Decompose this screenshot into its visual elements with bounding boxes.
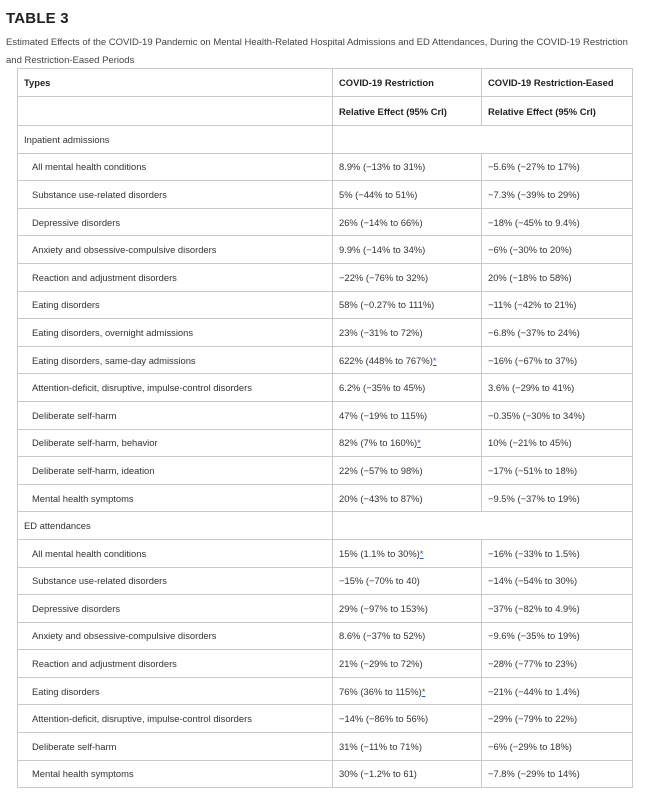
table-row — [18, 346, 633, 374]
eased-effect-value: −11% (−42% to 21%) — [488, 299, 577, 311]
subheader-row — [18, 97, 633, 126]
restriction-effect-value: 22% (−57% to 98%) — [339, 464, 423, 476]
eased-effect-cell — [482, 595, 633, 623]
table-row — [18, 595, 633, 623]
eased-effect-cell — [482, 346, 633, 374]
restriction-effect-value: 82% (7% to 160%) — [339, 437, 418, 449]
table-row — [18, 457, 633, 485]
restriction-effect-value: 26% (−14% to 66%) — [339, 216, 423, 228]
eased-effect-cell — [482, 760, 633, 788]
restriction-effect-cell — [333, 401, 482, 429]
eased-effect-value: −18% (−45% to 9.4%) — [488, 216, 580, 228]
eased-effect-value: −21% (−44% to 1.4%) — [488, 685, 580, 697]
restriction-effect-cell — [333, 374, 482, 402]
eased-effect-cell — [482, 677, 633, 705]
restriction-effect-value: 23% (−31% to 72%) — [339, 326, 423, 338]
eased-effect-value: −9.5% (−37% to 19%) — [488, 492, 580, 504]
type-cell: Substance use-related disorders — [18, 181, 333, 209]
footnote-link[interactable]: * — [417, 437, 421, 449]
table-row — [18, 236, 633, 264]
eased-effect-cell — [482, 457, 633, 485]
restriction-effect-value: 76% (36% to 115%) — [339, 685, 422, 697]
restriction-effect-value: 9.9% (−14% to 34%) — [339, 244, 426, 256]
restriction-effect-value: 5% (−44% to 51%) — [339, 188, 418, 200]
eased-effect-cell — [482, 181, 633, 209]
results-table — [17, 68, 633, 788]
type-cell: Eating disorders — [18, 291, 333, 319]
table-row — [18, 622, 633, 650]
restriction-effect-value: −14% (−86% to 56%) — [339, 713, 429, 725]
eased-effect-cell — [482, 374, 633, 402]
type-cell: Attention-deficit, disruptive, impulse-control disorders — [18, 374, 333, 402]
eased-effect-cell — [482, 539, 633, 567]
restriction-effect-value: 58% (−0.27% to 111%) — [339, 299, 435, 311]
header-row — [18, 69, 633, 97]
restriction-effect-value: 20% (−43% to 87%) — [339, 492, 423, 504]
eased-effect-value: 10% (−21% to 45%) — [488, 437, 572, 449]
restriction-effect-cell — [333, 595, 482, 623]
section-row — [18, 126, 633, 154]
section-empty-cell — [333, 126, 633, 154]
eased-effect-cell — [482, 733, 633, 761]
table-row — [18, 263, 633, 291]
section-empty-cell — [333, 512, 633, 540]
eased-effect-value: −0.35% (−30% to 34%) — [488, 409, 585, 421]
subheader-relative-effect-eased: Relative Effect (95% CrI) — [482, 97, 633, 126]
table-row — [18, 760, 633, 788]
restriction-effect-cell — [333, 760, 482, 788]
type-cell: All mental health conditions — [18, 153, 333, 181]
restriction-effect-cell — [333, 622, 482, 650]
eased-effect-value: −16% (−67% to 37%) — [488, 354, 578, 366]
eased-effect-cell — [482, 208, 633, 236]
eased-effect-cell — [482, 567, 633, 595]
type-cell: Mental health symptoms — [18, 484, 333, 512]
restriction-effect-cell — [333, 208, 482, 236]
type-cell: Deliberate self-harm — [18, 401, 333, 429]
restriction-effect-cell — [333, 539, 482, 567]
type-cell: All mental health conditions — [18, 539, 333, 567]
header-types: Types — [18, 69, 333, 97]
eased-effect-value: 3.6% (−29% to 41%) — [488, 382, 575, 394]
eased-effect-value: −29% (−79% to 22%) — [488, 713, 578, 725]
restriction-effect-cell — [333, 733, 482, 761]
eased-effect-cell — [482, 622, 633, 650]
restriction-effect-value: 31% (−11% to 71%) — [339, 740, 422, 752]
table-row — [18, 705, 633, 733]
restriction-effect-value: 8.9% (−13% to 31%) — [339, 161, 426, 173]
table-row — [18, 733, 633, 761]
eased-effect-cell — [482, 291, 633, 319]
table-row — [18, 567, 633, 595]
header-restriction: COVID-19 Restriction — [333, 69, 482, 97]
table-row — [18, 650, 633, 678]
table-row — [18, 677, 633, 705]
restriction-effect-cell — [333, 263, 482, 291]
restriction-effect-value: 29% (−97% to 153%) — [339, 602, 428, 614]
restriction-effect-value: 47% (−19% to 115%) — [339, 409, 428, 421]
restriction-effect-cell — [333, 346, 482, 374]
restriction-effect-cell — [333, 429, 482, 457]
eased-effect-cell — [482, 401, 633, 429]
table-row — [18, 291, 633, 319]
table-row — [18, 429, 633, 457]
type-cell: Deliberate self-harm, behavior — [18, 429, 333, 457]
footnote-link[interactable]: * — [419, 547, 424, 559]
restriction-effect-value: 21% (−29% to 72%) — [339, 658, 423, 670]
section-label: Inpatient admissions — [18, 126, 333, 154]
eased-effect-value: −37% (−82% to 4.9%) — [488, 602, 580, 614]
restriction-effect-cell — [333, 319, 482, 347]
table-row — [18, 374, 633, 402]
eased-effect-cell — [482, 236, 633, 264]
eased-effect-value: −7.8% (−29% to 14%) — [488, 768, 580, 780]
type-cell: Depressive disorders — [18, 595, 333, 623]
restriction-effect-cell — [333, 457, 482, 485]
eased-effect-cell — [482, 650, 633, 678]
eased-effect-cell — [482, 319, 633, 347]
eased-effect-value: −14% (−54% to 30%) — [488, 575, 578, 587]
eased-effect-value: −28% (−77% to 23%) — [488, 658, 578, 670]
restriction-effect-cell — [333, 153, 482, 181]
type-cell: Anxiety and obsessive-compulsive disorders — [18, 622, 333, 650]
eased-effect-value: 20% (−18% to 58%) — [488, 271, 572, 283]
type-cell: Substance use-related disorders — [18, 567, 333, 595]
eased-effect-value: −5.6% (−27% to 17%) — [488, 161, 580, 173]
table-body — [18, 126, 633, 788]
restriction-effect-value: −15% (−70% to 40) — [339, 575, 420, 587]
table-row — [18, 208, 633, 236]
table-caption: Estimated Effects of the COVID-19 Pandemic on Mental Health-Related Hospital Admissions and ED Attendances, During the COVID-19 Restriction and Restriction-Eased Periods — [6, 37, 628, 66]
restriction-effect-cell — [333, 236, 482, 264]
restriction-effect-value: 622% (448% to 767%) — [339, 354, 433, 366]
restriction-effect-value: 6.2% (−35% to 45%) — [339, 382, 426, 394]
restriction-effect-cell — [333, 677, 482, 705]
table-row — [18, 319, 633, 347]
footnote-link[interactable]: * — [432, 354, 437, 366]
eased-effect-value: −6% (−30% to 20%) — [488, 244, 572, 256]
footnote-link[interactable]: * — [421, 685, 426, 697]
eased-effect-value: −17% (−51% to 18%) — [488, 464, 578, 476]
restriction-effect-value: 30% (−1.2% to 61) — [339, 768, 417, 780]
type-cell: Deliberate self-harm — [18, 733, 333, 761]
restriction-effect-cell — [333, 705, 482, 733]
type-cell: Mental health symptoms — [18, 760, 333, 788]
restriction-effect-cell — [333, 650, 482, 678]
eased-effect-value: −9.6% (−35% to 19%) — [488, 630, 580, 642]
restriction-effect-cell — [333, 484, 482, 512]
eased-effect-cell — [482, 429, 633, 457]
eased-effect-value: −16% (−33% to 1.5%) — [488, 547, 580, 559]
section-row — [18, 512, 633, 540]
type-cell: Deliberate self-harm, ideation — [18, 457, 333, 485]
subheader-empty — [18, 97, 333, 126]
subheader-relative-effect-restriction: Relative Effect (95% CrI) — [333, 97, 482, 126]
table-row — [18, 539, 633, 567]
restriction-effect-cell — [333, 291, 482, 319]
table-row — [18, 153, 633, 181]
type-cell: Reaction and adjustment disorders — [18, 263, 333, 291]
table-row — [18, 401, 633, 429]
section-label: ED attendances — [18, 512, 333, 540]
type-cell: Eating disorders, overnight admissions — [18, 319, 333, 347]
restriction-effect-value: 8.6% (−37% to 52%) — [339, 630, 426, 642]
type-cell: Eating disorders — [18, 677, 333, 705]
type-cell: Depressive disorders — [18, 208, 333, 236]
header-eased: COVID-19 Restriction-Eased — [482, 69, 633, 97]
restriction-effect-cell — [333, 567, 482, 595]
type-cell: Attention-deficit, disruptive, impulse-control disorders — [18, 705, 333, 733]
table-row — [18, 181, 633, 209]
table-row — [18, 484, 633, 512]
eased-effect-value: −7.3% (−39% to 29%) — [488, 188, 580, 200]
restriction-effect-value: −22% (−76% to 32%) — [339, 271, 429, 283]
eased-effect-cell — [482, 484, 633, 512]
eased-effect-value: −6.8% (−37% to 24%) — [488, 326, 580, 338]
type-cell: Anxiety and obsessive-compulsive disorders — [18, 236, 333, 264]
type-cell: Eating disorders, same-day admissions — [18, 346, 333, 374]
restriction-effect-cell — [333, 181, 482, 209]
type-cell: Reaction and adjustment disorders — [18, 650, 333, 678]
eased-effect-cell — [482, 705, 633, 733]
eased-effect-cell — [482, 153, 633, 181]
restriction-effect-value: 15% (1.1% to 30%) — [339, 547, 420, 559]
eased-effect-value: −6% (−29% to 18%) — [488, 740, 572, 752]
eased-effect-cell — [482, 263, 633, 291]
table-title: TABLE 3 — [6, 10, 69, 27]
